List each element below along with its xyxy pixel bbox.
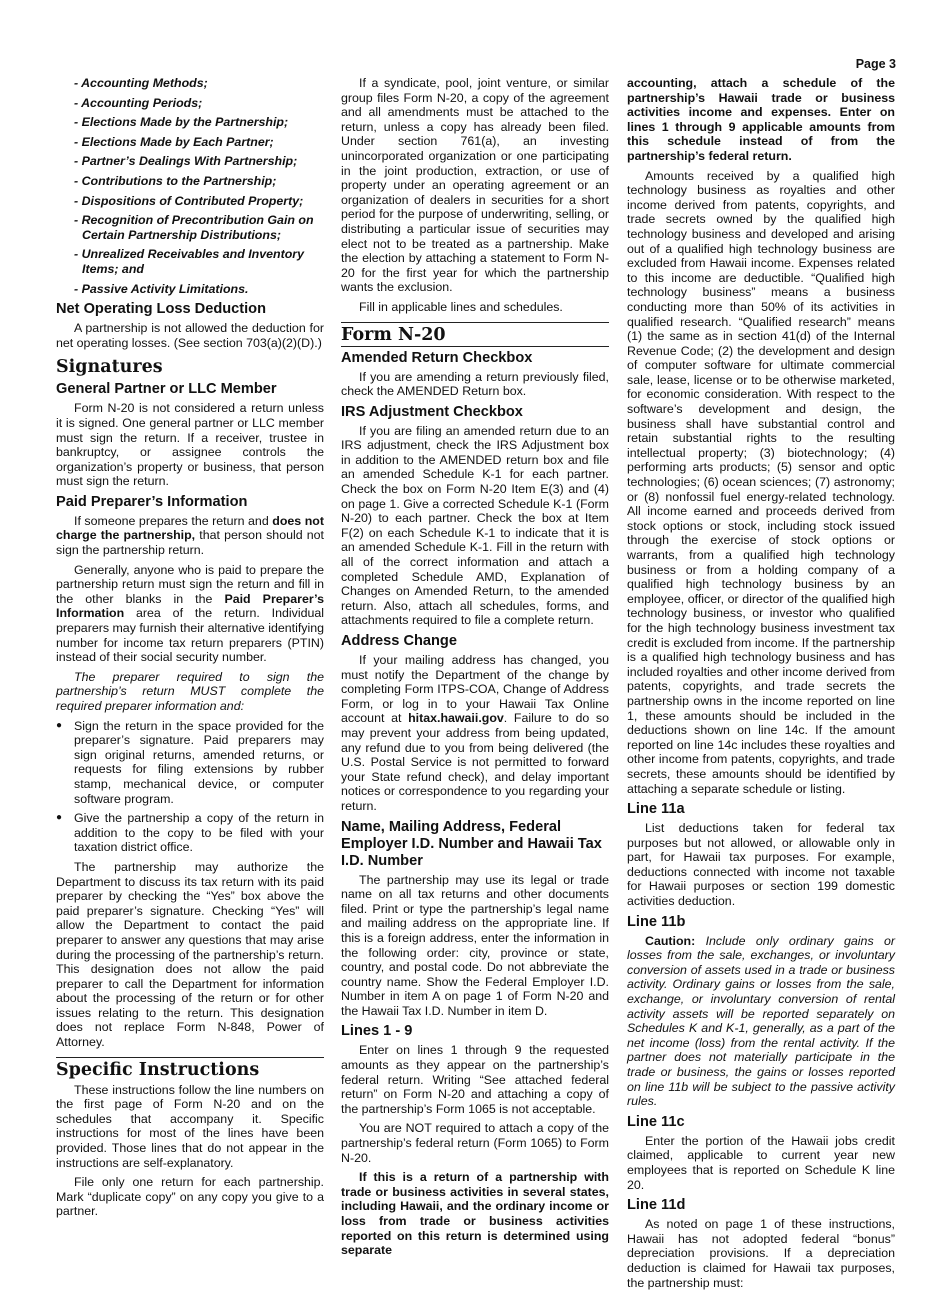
paid-preparer-required-note: The preparer required to sign the partnership’s return MUST complete the required preparer information and: — [56, 669, 324, 713]
separate-accounting-continued: accounting, attach a schedule of the partnership’s Hawaii trade or business activities income and expenses. Enter on lines 1 through 9 applicable amounts from this schedule instead of from the partnership’s federal return. — [627, 76, 895, 163]
list-item: - Dispositions of Contributed Property; — [74, 193, 304, 208]
list-item: - Recognition of Precontribution Gain on Certain Partnership Distributions; — [74, 213, 314, 242]
general-partner-paragraph: Form N-20 is not considered a return unless it is signed. One general partner or LLC member must sign the return. If a receiver, trustee in bankruptcy, or assignee controls the organization’s property or business, that person must sign the return. — [56, 401, 324, 489]
lines-1-9-heading: Lines 1 - 9 — [341, 1023, 413, 1040]
general-partner-heading: General Partner or LLC Member — [56, 381, 277, 398]
name-address-paragraph: The partnership may use its legal or trade name on all tax returns and other documents filed. Print or type the partnership’s legal name and mailing address on the appropriate line. If this is a foreign address, enter the information in the following order: city, province or state, country, and postal code. Do not abbreviate the country name. Show the Federal Employer I.D. Number in item A on page 1 of Form N-20 and the Hawaii Tax I.D. Number in item D. — [341, 872, 609, 1018]
signatures-heading: Signatures — [56, 357, 163, 378]
syndicate-paragraph: If a syndicate, pool, joint venture, or similar group files Form N-20, a copy of the agreement and all amendments must be attached to the return, unless a copy has already been filed. Under section 761(a), an investing unincorporated organization or one participating in the joint production, extraction, or use of property under an operating agreement or an organization of dealers in securities for a short period for the purpose of underwriting, selling, or distributing a particular issue of securities may elect not to be treated as a partnership. Make the election by attaching a statement to Form N-20 for the first year for which the partnership wants the exclusion. — [341, 76, 609, 295]
nol-paragraph: A partnership is not allowed the deduction for net operating losses. (See section 703(a)(2)(D).) — [56, 321, 324, 350]
list-item: - Contributions to the Partnership; — [74, 173, 277, 188]
list-item: - Partner’s Dealings With Partnership; — [74, 154, 298, 169]
amended-return-heading: Amended Return Checkbox — [341, 349, 533, 366]
irs-adjustment-paragraph: If you are filing an amended return due to an IRS adjustment, check the IRS Adjustment box in addition to the AMENDED return box and file an amended Schedule K-1 for each partner. Check the box on Form N-20 Item E(3) and (4) on page 1. Give a corrected Schedule K-1 (Form N-20) to each partner. Check the box at Item F(2) on each Schedule K-1 to indicate that it is an amended Schedule K-1. Fill in the return with all of the correct information and attach a completed Schedule AMD, Explanation of Changes on Amended Return, to the amended return. Also, attach all schedules, forms, and attachments required to file a complete return. — [341, 423, 609, 628]
list-item: - Elections Made by the Partnership; — [74, 115, 289, 130]
name-address-heading: Name, Mailing Address, Federal Employer I.D. Number and Hawaii Tax I.D. Number — [341, 818, 602, 869]
list-item: - Elections Made by Each Partner; — [74, 134, 274, 149]
list-item: - Unrealized Receivables and Inventory Items; and — [74, 247, 304, 276]
list-item: - Accounting Periods; — [74, 95, 203, 110]
line-11a-paragraph: List deductions taken for federal tax purposes but not allowed, or allowable only in part, for Hawaii tax purposes. For example, deductions connected with income not taxable for Hawaii purposes or section 199 domestic activities deduction. — [627, 821, 895, 909]
hitax-link[interactable]: hitax.hawaii.gov — [408, 711, 504, 726]
line-11d-heading: Line 11d — [627, 1197, 686, 1214]
separate-accounting-paragraph: If this is a return of a partnership with trade or business activities in several states, including Hawaii, and the ordinary income or loss from trade or business activities reported on this return is determined using separate — [341, 1170, 609, 1258]
lines-1-9-paragraph-2: You are NOT required to attach a copy of the partnership’s federal return (Form 1065) to Form N-20. — [341, 1121, 609, 1165]
column-right — [627, 76, 895, 1295]
irs-adjustment-heading: IRS Adjustment Checkbox — [341, 403, 523, 420]
list-item: - Accounting Methods; — [74, 76, 208, 90]
amended-return-paragraph: If you are amending a return previously filed, check the AMENDED Return box. — [341, 369, 609, 399]
address-change-heading: Address Change — [341, 633, 457, 649]
line-11b-paragraph: Caution: Include only ordinary gains or losses from the sale, exchanges, or involuntary conversion of assets used in a trade or business activity. Ordinary gains or losses from the sale, exchange, or involuntary conversion of rental activity assets will be reported separately on Schedules K and K-1, generally, as a part of the net income (loss) from the rental activity. If the partner does not materially participate in the trade or business, the gains or losses reported on line 11b will be subject to the passive activity rules. — [627, 933, 895, 1109]
list-item: - Passive Activity Limitations. — [74, 281, 249, 296]
line-11a-heading: Line 11a — [627, 801, 685, 818]
line-11c-heading: Line 11c — [627, 1113, 685, 1130]
paid-preparer-paragraph-2: Generally, anyone who is paid to prepare the partnership return must sign the return and fill in the other blanks in the Paid Preparer’s Information area of the return. Individual preparers may furnish their alternative identifying number for income tax return preparers (PTIN) instead of their social security number. — [56, 562, 324, 665]
form-n20-heading: Form N-20 — [341, 322, 609, 347]
address-change-paragraph: If your mailing address has changed, you must notify the Department of the change by completing Form ITPS-COA, Change of Address Form, or log in to your Hawaii Tax Online account at hitax.hawaii.gov. Failure to do so may prevent your address from being updated, any refund due to you from being delivered (the U.S. Postal Service is not permitted to forward your State refund check), and delay important notices or correspondence to you regarding your return. — [341, 653, 609, 813]
nol-heading: Net Operating Loss Deduction — [56, 301, 267, 318]
high-technology-paragraph: Amounts received by a qualified high technology business as royalties and other income derived from patents, copyrights, and trade secrets owned by the qualified high technology business and developed and arising out of a qualified high technology business are excluded from Hawaii income. Expenses related to this income are deductible. “Qualified high technology business” means a business conducting more than 50% of its activities in qualified research. “Qualified research” means (1) the same as in section 41(d) of the Internal Revenue Code; (2) the development and design of computer software for ultimate commercial sale, lease, license or to be otherwise marketed, for economic consideration. With respect to the software’s development and design, the business shall have substantial control and retain substantial rights to the resulting intellectual property; (3) biotechnology; (4) performing arts products; (5) sensor and optic technologies; (6) ocean sciences; (7) astronomy; or (8) nonfossil fuel energy-related technology. All income earned and proceeds derived from stock options or stock, including stock issued through the exercise of stock options or warrants, from a qualified high technology business or from a holding company of a qualified high technology business by an employee, officer, or director of the qualified high technology business, or investor who qualified for the high technology business investment tax credit is excluded from income. If the partnership is a qualified high technology business and has included royalties and other income derived from patents, copyrights, and trade secrets the partnership owns in the income reported on line 1, these amounts should be included in the deductions shown on line 14c. If the amount reported on line 14c includes these royalties and other income from patents, copyrights, and trade secrets, these amounts should be identified by attaching a separate schedule or listing. — [627, 168, 895, 796]
paid-preparer-paragraph-1: If someone prepares the return and does not charge the partnership, that person should not sign the partnership return. — [56, 513, 324, 558]
lines-1-9-paragraph-1: Enter on lines 1 through 9 the requested amounts as they appear on the partnership’s federal return. Writing “See attached federal return” on Form N-20 and attaching a copy of the partnership’s Form 1065 is not acceptable. — [341, 1043, 609, 1116]
specific-paragraph-1: These instructions follow the line numbers on the first page of Form N-20 and on the schedules that accompany it. Specific instructions for most of the lines have been provided. Those lines that do not appear in the instructions are self-explanatory. — [56, 1082, 324, 1170]
line-11d-paragraph: As noted on page 1 of these instructions, Hawaii has not adopted federal “bonus” depreciation provisions. If a depreciation deduction is claimed for Hawaii tax purposes, the partnership must: — [627, 1217, 895, 1290]
caution-label: Caution: — [645, 933, 696, 948]
fill-lines-paragraph: Fill in applicable lines and schedules. — [359, 299, 563, 314]
paid-preparer-paragraph-3: The partnership may authorize the Department to discuss its tax return with its paid preparer by checking the “Yes” box above the paid preparer’s signature. Checking “Yes” will allow the Department to contact the paid preparer to answer any questions that may arise during the processing of the partnership’s return. This designation does not allow the paid preparer to call the Department for information about the processing of the return or for other issues relating to the return. This designation does not replace Form N-848, Power of Attorney. — [56, 859, 324, 1050]
line-11c-paragraph: Enter the portion of the Hawaii jobs credit claimed, applicable to current year new employees that is reported on Schedule K line 20. — [627, 1133, 895, 1192]
specific-instructions-heading: Specific Instructions — [56, 1057, 324, 1081]
column-middle — [341, 76, 609, 1263]
line-11b-heading: Line 11b — [627, 913, 686, 930]
specific-paragraph-2: File only one return for each partnership. Mark “duplicate copy” on any copy you give to a partner. — [56, 1175, 324, 1219]
paid-preparer-heading: Paid Preparer’s Information — [56, 493, 248, 510]
bullet-give-copy: ● Give the partnership a copy of the return in addition to the copy to be filed with your taxation district office. — [56, 811, 324, 855]
page-number: Page 3 — [855, 57, 896, 71]
column-left — [56, 76, 324, 1224]
bullet-sign-return: ● Sign the return in the space provided for the preparer’s signature. Paid preparers may sign original returns, amended returns, or requests for filing extensions by rubber stamp, mechanical device, or computer software program. — [56, 719, 324, 807]
topic-list — [56, 76, 324, 296]
